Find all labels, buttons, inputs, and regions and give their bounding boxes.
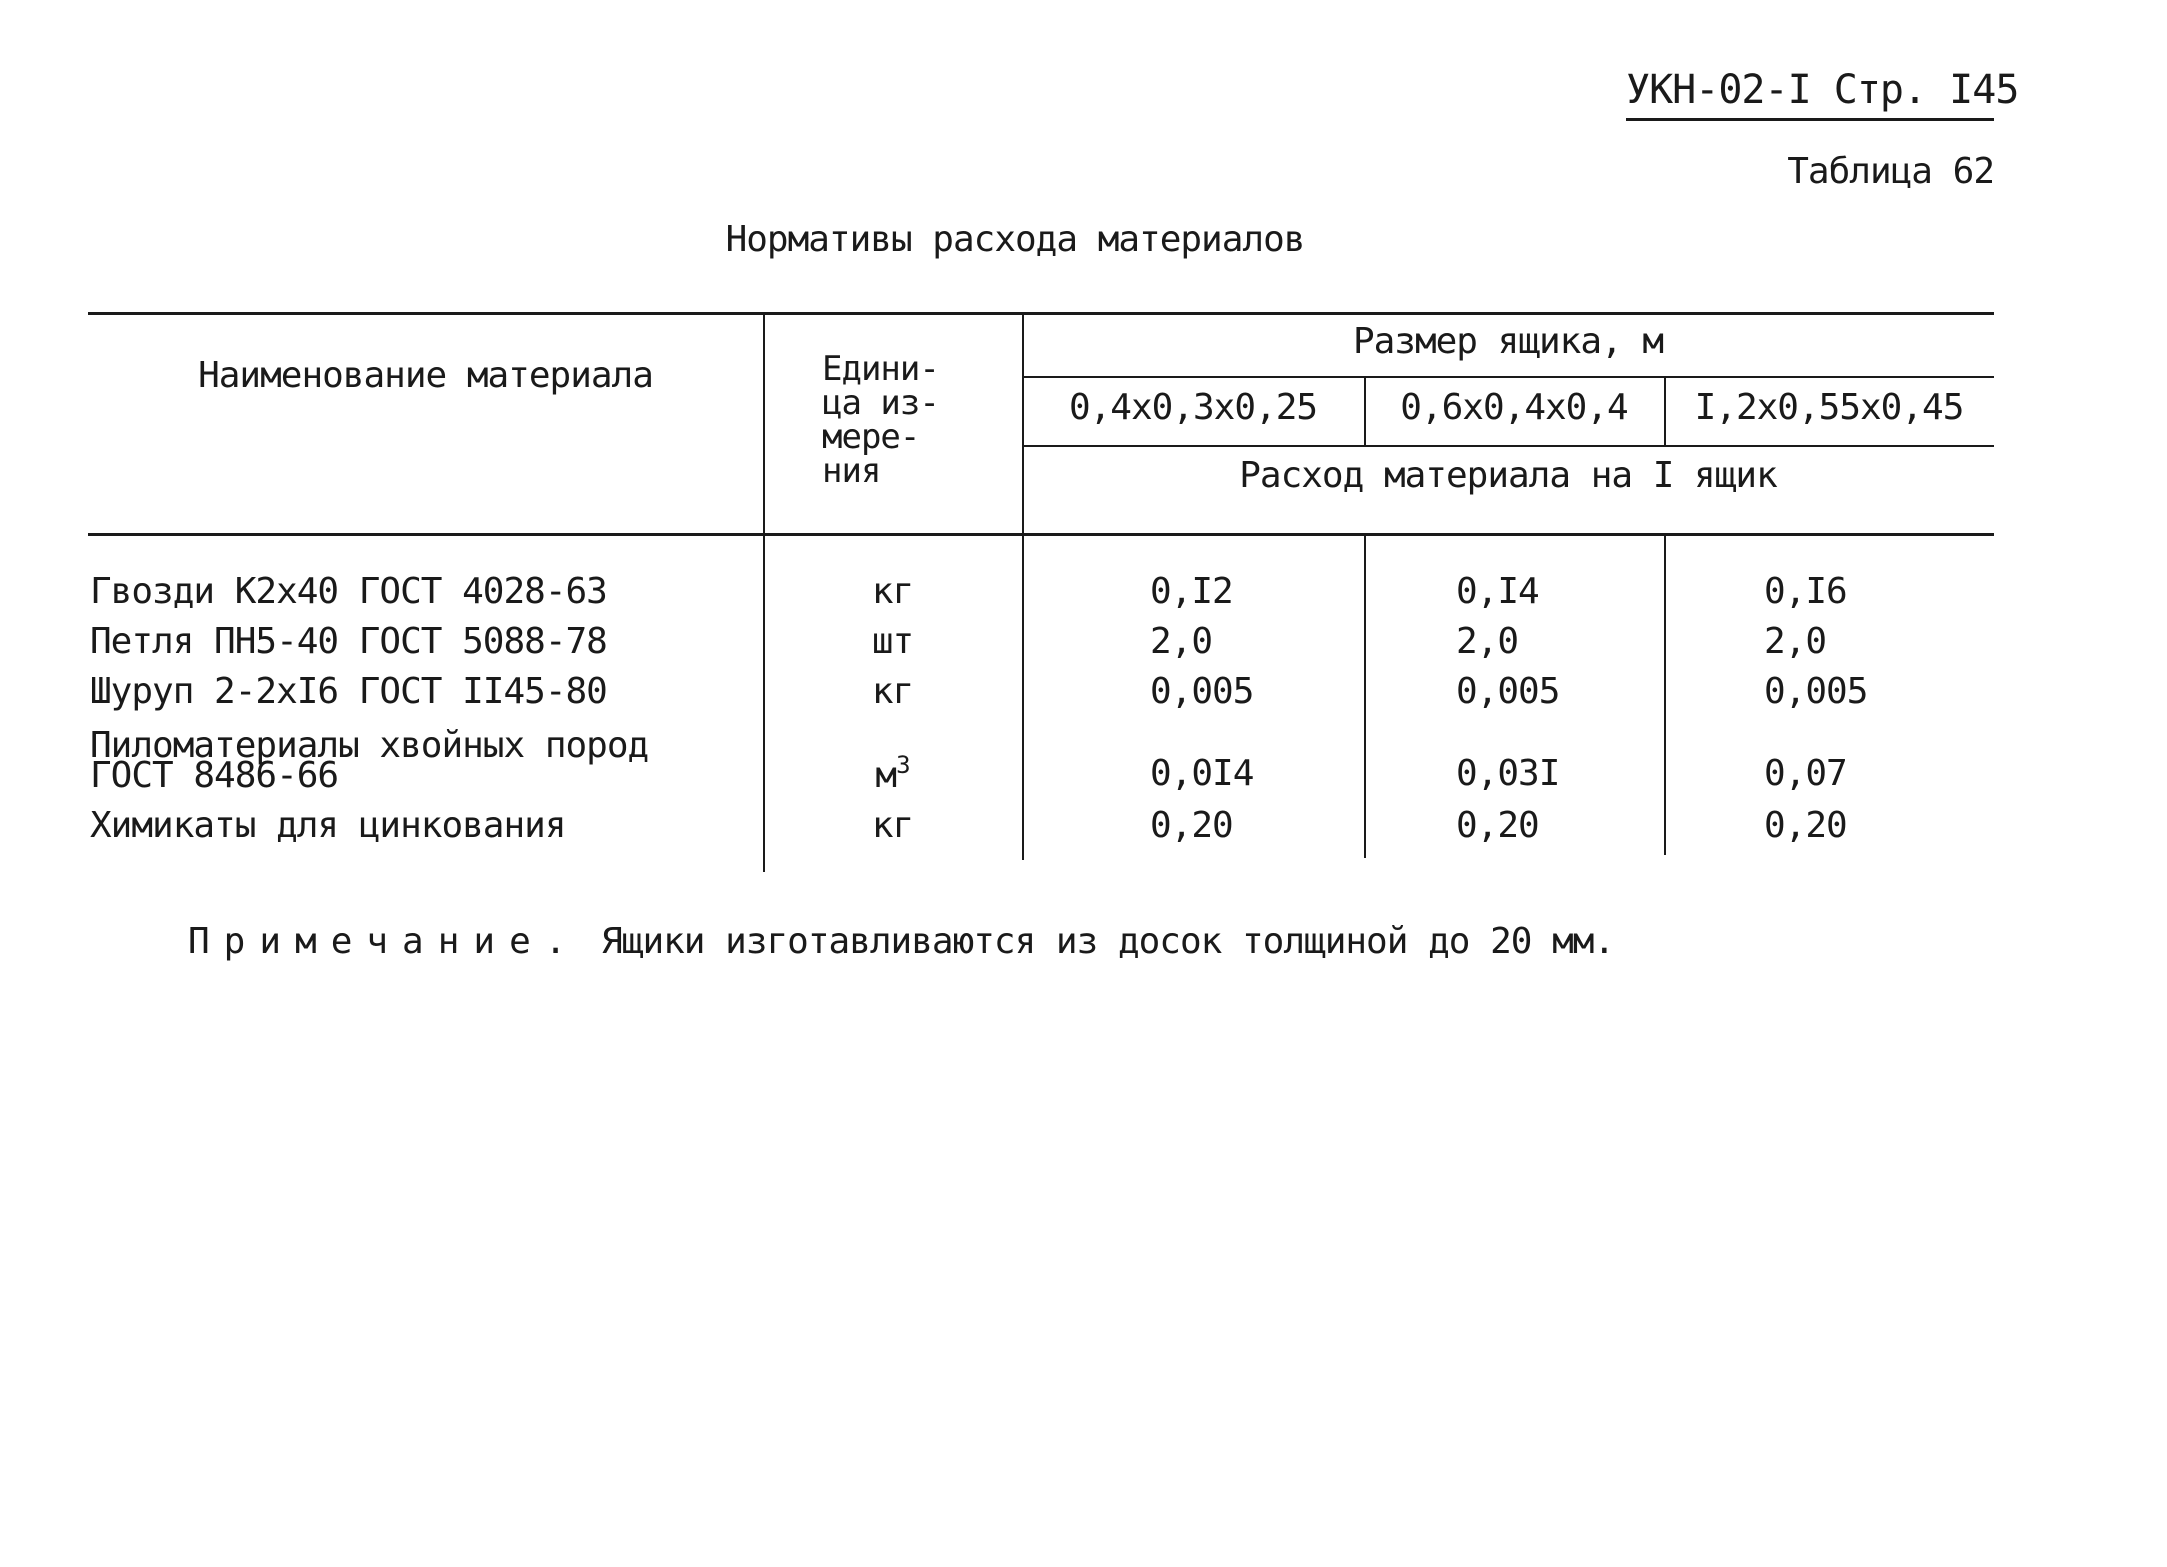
row-5-value-3: 0,20 (1764, 805, 1847, 846)
row-4-value-2: 0,03I (1456, 753, 1560, 794)
row-2-value-3: 2,0 (1764, 621, 1827, 662)
row-1-value-3: 0,I6 (1764, 571, 1847, 612)
row-5-name: Химикаты для цинкования (90, 805, 566, 846)
row-3-value-3: 0,005 (1764, 671, 1868, 712)
row-5-value-1: 0,20 (1150, 805, 1233, 846)
header-consumption: Расход материала на I ящик (1239, 455, 1777, 496)
col-divider-values-1-2 (1364, 533, 1366, 858)
header-bottom-rule (88, 533, 1994, 536)
header-unit: Едини- ца из- мере- ния (822, 349, 939, 491)
row-2-value-2: 2,0 (1456, 621, 1519, 662)
note-text: Ящики изготавливаются из досок толщиной до 20 мм. (601, 921, 1615, 962)
consumption-header-rule (1022, 445, 1994, 447)
row-5-unit: кг (871, 805, 914, 846)
header-size-2: 0,6х0,4х0,4 (1400, 387, 1628, 428)
row-2-name: Петля ПН5-40 ГОСТ 5088-78 (90, 621, 607, 662)
col-divider-values-2-3 (1664, 533, 1666, 855)
row-1-value-2: 0,I4 (1456, 571, 1539, 612)
page-code: УКН-02-I Стр. I45 (1626, 66, 1994, 121)
header-size-3: I,2х0,55х0,45 (1694, 387, 1964, 428)
row-1-value-1: 0,I2 (1150, 571, 1233, 612)
row-4-name-line-2: ГОСТ 8486-66 (90, 755, 339, 796)
row-2-value-1: 2,0 (1150, 621, 1213, 662)
row-3-name: Шуруп 2-2хI6 ГОСТ II45-80 (90, 671, 607, 712)
row-4-value-3: 0,07 (1764, 753, 1847, 794)
table-note (188, 920, 1614, 964)
header-size-1: 0,4х0,3х0,25 (1068, 387, 1318, 428)
row-3-unit: кг (871, 671, 914, 712)
row-4-unit-superscript: 3 (896, 751, 910, 779)
row-5-value-2: 0,20 (1456, 805, 1539, 846)
row-4-value-1: 0,0I4 (1150, 753, 1254, 794)
row-1-unit: кг (871, 571, 914, 612)
header-material-name: Наименование материала (198, 355, 653, 396)
row-1-name: Гвозди К2х40 ГОСТ 4028-63 (90, 571, 607, 612)
note-label: Примечание. (188, 921, 581, 962)
row-3-value-1: 0,005 (1150, 671, 1254, 712)
row-4-unit (763, 751, 1022, 796)
header-box-size: Размер ящика, м (1352, 321, 1664, 362)
table-number: Таблица 62 (1787, 151, 1994, 192)
row-3-value-2: 0,005 (1456, 671, 1560, 712)
row-4-name: Пиломатериалы хвойных пород (90, 725, 649, 766)
row-4-unit-base: м (875, 755, 897, 796)
row-2-unit: шт (871, 621, 914, 662)
table-title: Нормативы расхода материалов (725, 219, 1305, 260)
size-header-rule (1022, 376, 1994, 378)
table-top-rule (88, 312, 1994, 315)
